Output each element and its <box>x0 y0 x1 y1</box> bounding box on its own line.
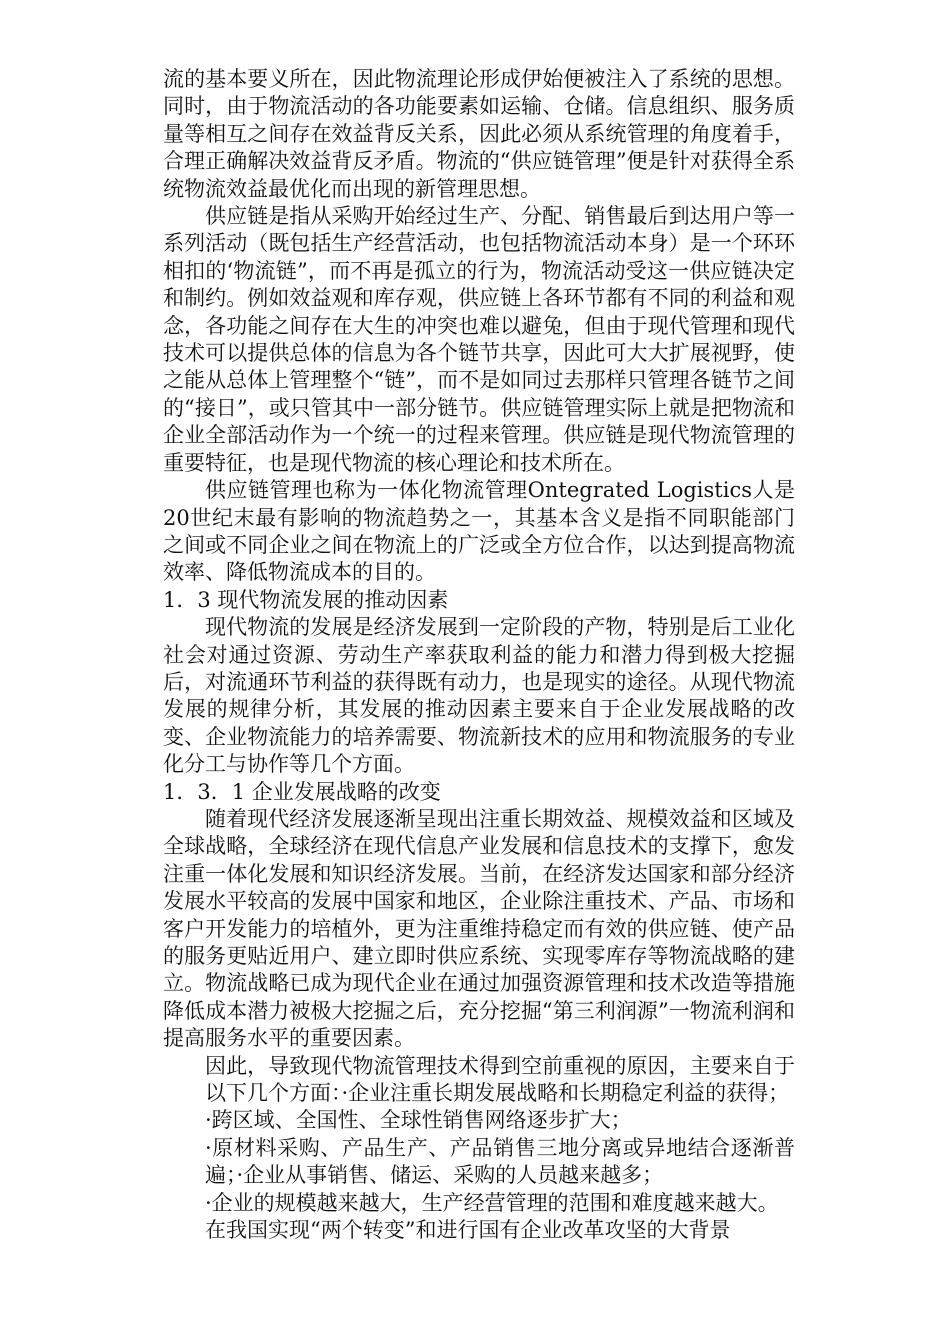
bullet-procurement-separation: ·原材料采购、产品生产、产品销售三地分离或异地结合逐渐普遍；·企业从事销售、储运、采购的人员越来越多； <box>205 1135 795 1188</box>
paragraph-strategy-change: 随着现代经济发展逐渐呈现出注重长期效益、规模效益和区域及全球战略，全球经济在现代信息产业发展和信息技术的支撑下，愈发注重一体化发展和知识经济发展。当前，在经济发达国家和部分经济发展水平较高的发展中国家和地区，企业除注重技术、产品、市场和客户开发能力的培植外，更为注重维持稳定而有效的供应链、使产品的服务更贴近用户、建立即时供应系统、实现零库存等物流战略的建立。物流战略已成为现代企业在通过加强资源管理和技术改造等措施降低成本潜力被极大挖掘之后，充分挖掘“第三利润源”一物流利润和提高服务水平的重要因素。 <box>163 806 795 1051</box>
bullet-sales-network: ·跨区域、全国性、全球性销售网络逐步扩大； <box>205 1108 632 1133</box>
paragraph-supply-chain-definition: 供应链是指从采购开始经过生产、分配、销售最后到达用户等一系列活动（既包括生产经营活动，也包括物流活动本身）是一个环环相扣的‘物流链”，而不再是孤立的行为，物流活动受这一供应链决定和制约。例如效益观和库存观，供应链上各环节都有不同的利益和观念，各功能之间存在大生的冲突也难以避兔，但由于现代管理和现代技术可以提供总体的信息为各个链节共享，因此可大大扩展视野，使之能从总体上管理整个“链”，而不是如同过去那样只管理各链节之间的“接日”，或只管其中一部分链节。供应链管理实际上就是把物流和企业全部活动作为一个统一的过程来管理。供应链是现代物流管理的重要特征，也是现代物流的核心理论和技术所在。 <box>163 204 795 475</box>
paragraph-integrated-logistics: 供应链管理也称为一体化物流管理Ontegrated Logistics人是20世纪末最有影响的物流趋势之一，其基本含义是指不同职能部门之间或不同企业之间在物流上的广泛或全方位合作，以达到提高物流效率、降低物流成本的目的。 <box>163 478 795 585</box>
paragraph-system-thinking: 流的基本要义所在，因此物流理论形成伊始便被注入了系统的思想。同时，由于物流活动的各功能要素如运输、仓储。信息组织、服务质量等相互之间存在效益背反关系，因此必须从系统管理的角度着手，合理正确解决效益背反矛盾。物流的“供应链管理”便是针对获得全系统物流效益最优化而出现的新管理思想。 <box>163 67 795 201</box>
paragraph-two-transformations: 在我国实现“两个转变”和进行国有企业改革攻坚的大背景 <box>205 1218 731 1243</box>
document-page <box>163 66 795 1244</box>
section-heading-1-3: 1．3 现代物流发展的推动因素 <box>163 587 449 612</box>
section-heading-1-3-1: 1．3．1 企业发展战略的改变 <box>163 779 441 804</box>
paragraph-driving-factors: 现代物流的发展是经济发展到一定阶段的产物，特别是后工业化社会对通过资源、劳动生产率获取利益的能力和潜力得到极大挖掘后，对流通环节利益的获得既有动力，也是现实的途径。从现代物流发展的规律分析，其发展的推动因素主要来自于企业发展战略的改变、企业物流能力的培养需要、物流新技术的应用和物流服务的专业化分工与协作等几个方面。 <box>163 615 795 777</box>
bullet-enterprise-scale: ·企业的规模越来越大，生产经营管理的范围和难度越来越大。 <box>205 1190 779 1215</box>
paragraph-reasons-intro: 因此，导致现代物流管理技术得到空前重视的原因，主要来自于以下几个方面：·企业注重长期发展战略和长期稳定利益的获得； <box>205 1053 795 1106</box>
